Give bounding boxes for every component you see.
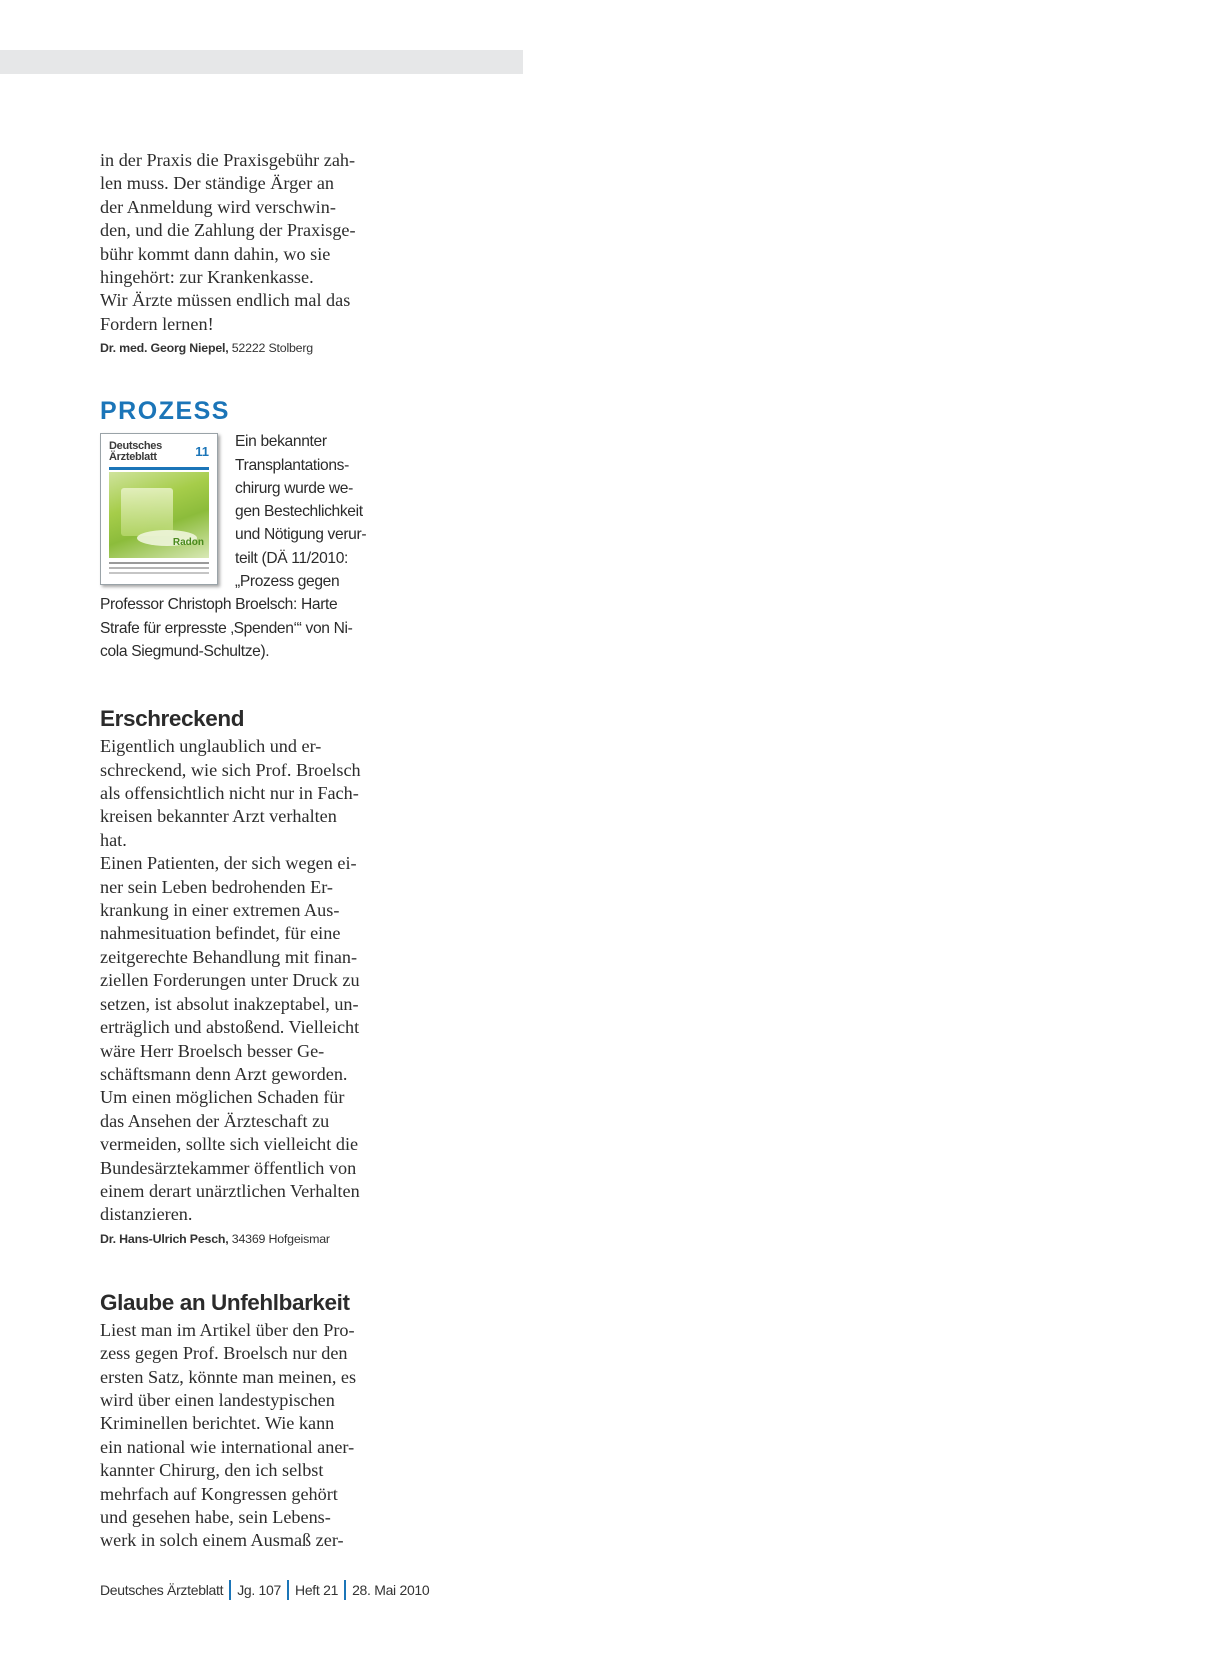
signature-place: 34369 Hofgeismar xyxy=(228,1231,330,1246)
prozess-line: Professor Christoph Broelsch: Harte xyxy=(100,596,338,614)
footer-date: 28. Mai 2010 xyxy=(352,1582,430,1598)
letter-heading: Erschreckend xyxy=(100,706,245,732)
prozess-teaser xyxy=(100,430,375,663)
footer-issue: Heft 21 xyxy=(295,1582,339,1598)
letter-glaube xyxy=(100,1289,375,1553)
house-icon xyxy=(121,488,173,536)
prozess-line: Ein bekannter xyxy=(235,433,327,451)
letter-body: Liest man im Artikel über den Pro- zess gegen Prof. Broelsch nur den ersten Satz, könnte man meinen, es wird über einen landestypischen Kriminellen berichtet. Wie kann ein national wie international aner- kannter Chirurg, den ich selbst mehrfach auf Kongressen gehört und gesehen habe, sein Lebens- werk in solch einem Ausmaß zer- xyxy=(100,1319,357,1551)
magazine-cover-thumbnail xyxy=(100,433,218,585)
prozess-line: gen Bestechlichkeit xyxy=(235,503,363,521)
prozess-line: teilt (DÄ 11/2010: xyxy=(235,549,349,567)
footer-volume: Jg. 107 xyxy=(237,1582,282,1598)
cover-issue-number: 11 xyxy=(195,444,209,460)
cover-rule xyxy=(109,467,209,470)
letter-erschreckend xyxy=(100,705,375,1247)
letters-column xyxy=(100,149,375,1553)
prozess-line: Strafe für erpresste ‚Spenden‘“ von Ni- xyxy=(100,619,353,637)
footer-separator xyxy=(229,1580,231,1600)
prozess-line: „Prozess gegen xyxy=(235,573,340,591)
page-footer xyxy=(100,1580,429,1600)
signature-place: 52222 Stolberg xyxy=(228,341,313,356)
cover-footer-lines xyxy=(109,562,209,564)
prozess-line: und Nötigung verur- xyxy=(235,526,367,544)
cover-label: Radon xyxy=(172,537,204,549)
letter-body: Eigentlich unglaublich und er- schreckend, wie sich Prof. Broelsch als offensichtlich nicht nur in Fach- kreisen bekannter Arzt verhalten hat. Einen Patienten, der sich wegen ei- ner sein Leben bedrohenden Er- krankung in einer extremen Aus- nahmesituation befindet, für eine zeitgerechte Behandlung mit finan- ziellen Forderungen unter Druck zu setzen, ist absolut inakzeptabel, un- erträglich und abstoßend. Vielleicht wäre Herr Broelsch besser Ge- schäftsmann denn Arzt geworden. Um einen möglichen Schaden für das Ansehen der Ärzteschaft zu vermeiden, sollte sich vielleicht die Bundesärztekammer öffentlich von einem derart unärztlichen Verhalten distanzieren. xyxy=(100,736,361,1225)
signature-name: Dr. Hans-Ulrich Pesch, xyxy=(100,1231,229,1246)
footer-separator xyxy=(287,1580,289,1600)
letter-heading: Glaube an Unfehlbarkeit xyxy=(100,1289,350,1315)
intro-text: in der Praxis die Praxisgebühr zah- len muss. Der ständige Ärger an der Anmeldung wird verschwin- den, und die Zahlung der Praxisge- bühr kommt dann dahin, wo sie hingehört: zur Krankenkasse. Wir Ärzte müssen endlich mal das Fordern lernen! xyxy=(100,150,356,334)
footer-separator xyxy=(344,1580,346,1600)
prozess-line: Transplantations- xyxy=(235,456,349,474)
section-rubric: PROZESS xyxy=(100,397,230,426)
signature-name: Dr. med. Georg Niepel, xyxy=(100,341,229,356)
letter-signature xyxy=(100,1231,375,1247)
prozess-line: cola Siegmund-Schultze). xyxy=(100,642,270,660)
cover-title: Deutsches Ärzteblatt xyxy=(109,440,162,464)
prozess-line: chirurg wurde we- xyxy=(235,479,353,497)
intro-signature xyxy=(100,340,375,356)
footer-publication: Deutsches Ärzteblatt xyxy=(100,1582,224,1598)
header-bar xyxy=(0,50,523,74)
